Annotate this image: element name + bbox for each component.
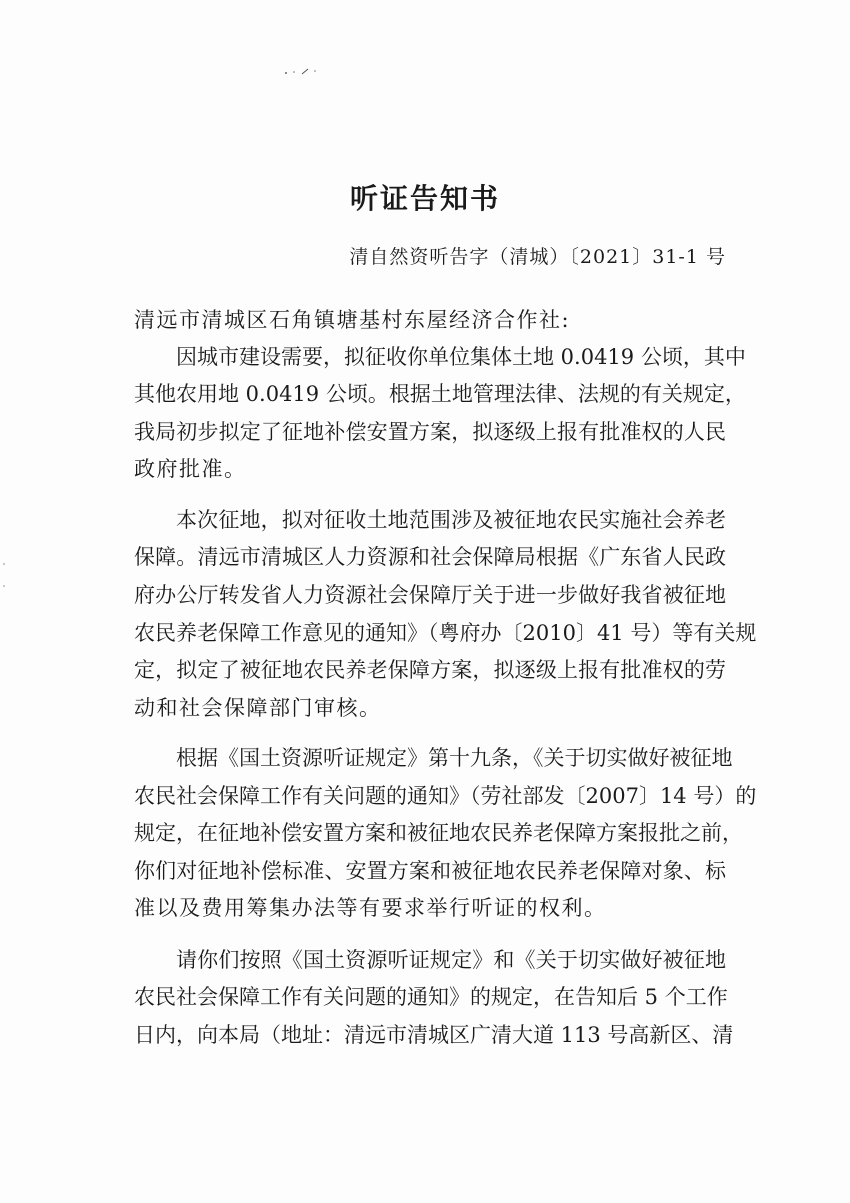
body-line: 你们对征地补偿标准、安置方案和被征地农民养老保障对象、标 [134, 859, 726, 883]
body-line: 因城市建设需要，拟征收你单位集体土地 0.0419 公顷，其中 [176, 345, 746, 369]
body-line: 府办公厅转发省人力资源社会保障厅关于进一步做好我省被征地 [134, 583, 726, 607]
body-line: 农民养老保障工作意见的通知》（粤府办〔2010〕41 号）等有关规 [134, 621, 757, 645]
body-line: 动和社会保障部门审核。 [134, 696, 382, 720]
document-title: 听证告知书 [349, 182, 500, 215]
body-line: 政府批准。 [134, 457, 247, 481]
body-line: 请你们按照《国土资源听证规定》和《关于切实做好被征地 [176, 948, 726, 972]
body-line: 定，拟定了被征地农民养老保障方案，拟逐级上报有批准权的劳 [134, 658, 726, 682]
recipient-line: 清远市清城区石角镇塘基村东屋经济合作社: [134, 308, 571, 332]
body-line: 本次征地，拟对征收土地范围涉及被征地农民实施社会养老 [176, 508, 726, 532]
body-line: 农民社会保障工作有关问题的通知》（劳社部发〔2007〕14 号）的 [134, 784, 757, 808]
body-line: 根据《国土资源听证规定》第十九条，《关于切实做好被征地 [176, 746, 733, 770]
scan-edge-artifact [2, 560, 6, 590]
body-line: 农民社会保障工作有关问题的通知》的规定，在告知后 5 个工作 [134, 985, 728, 1009]
body-line: 规定，在征地补偿安置方案和被征地农民养老保障方案报批之前， [134, 821, 743, 845]
scan-artifact [282, 66, 322, 76]
body-line: 其他农用地 0.0419 公顷。根据土地管理法律、法规的有关规定， [134, 382, 746, 406]
body-line: 日内，向本局（地址：清远市清城区广清大道 113 号高新区、清 [134, 1023, 734, 1047]
body-line: 我局初步拟定了征地补偿安置方案，拟逐级上报有批准权的人民 [134, 420, 726, 444]
body-line: 准以及费用筹集办法等有要求举行听证的权利。 [134, 896, 607, 920]
document-number: 清自然资听告字（清城）〔2021〕31-1 号 [349, 246, 726, 268]
body-line: 保障。清远市清城区人力资源和社会保障局根据《广东省人民政 [134, 545, 726, 569]
